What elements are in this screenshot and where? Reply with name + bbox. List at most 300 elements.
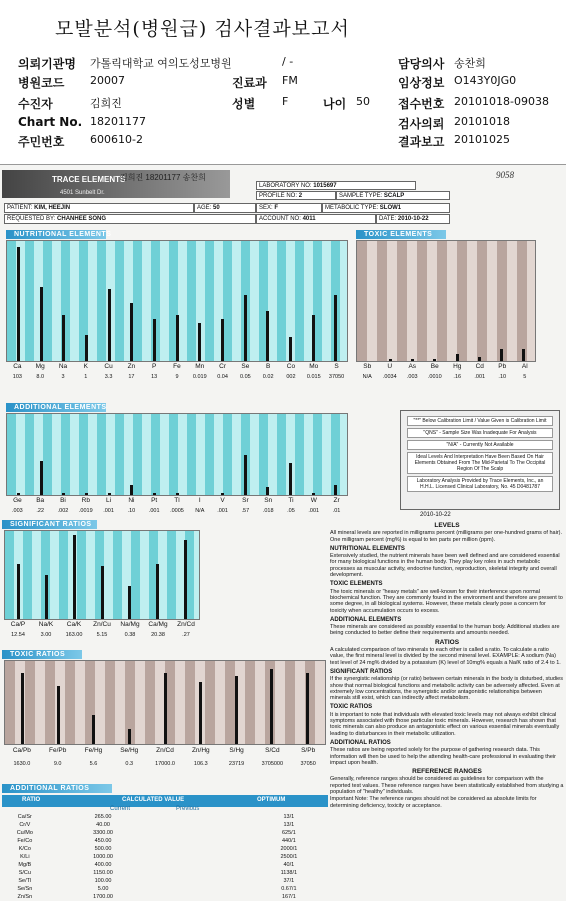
nutritional-value: 1 xyxy=(84,374,88,380)
additional-value: .01 xyxy=(332,508,341,514)
explain-text: If the synergistic relationship (or ratio) between certain minerals in the body is disturbed, studies show that normal biological functions and metabolic activity can be adversely affected. Even at extremely low concentrations, the synergistic and/or antagonistic relationships between minerals still exist, which can indirectly affect metabolism. xyxy=(330,676,563,702)
explain-text: These ratios are being reported solely for the purpose of gathering research data. This information will then be used to help the attending health-care professional in evaluating their impact upon health. xyxy=(330,747,556,766)
value-report-date: 20101025 xyxy=(454,133,510,146)
toxic-bar-pb xyxy=(500,349,503,361)
additional-bar-sn xyxy=(266,487,269,495)
tox_ratios-value: 17000.0 xyxy=(155,761,175,767)
explain-heading: NUTRITIONAL ELEMENTS xyxy=(330,545,405,552)
explain-heading: TOXIC ELEMENTS xyxy=(330,581,383,588)
sig_ratios-value: 12.54 xyxy=(11,632,25,638)
toxic-label: As xyxy=(408,363,417,370)
tox_ratios-bar-s-cd xyxy=(270,669,273,744)
value-doctor: 송찬희 xyxy=(454,57,486,70)
tox_ratios-bar-zn-cd xyxy=(164,673,167,744)
nutritional-label: Mn xyxy=(195,363,205,370)
ratio-cell xyxy=(158,837,249,845)
additional-label: Sr xyxy=(242,497,249,504)
ratio-row xyxy=(2,829,328,837)
nutritional-label: Mg xyxy=(35,363,45,370)
nutritional-value: 0.015 xyxy=(306,374,321,380)
ratio-cell: 40.00 xyxy=(96,822,110,828)
nutritional-value: 9 xyxy=(175,374,179,380)
ratio-cell: 0.67/1 xyxy=(281,886,297,892)
additional-bar-zr xyxy=(334,485,337,495)
nutritional-value: 103 xyxy=(12,374,22,380)
ratio-cell: 265.00 xyxy=(94,814,112,820)
ratio-cell: Ca/Sr xyxy=(17,814,32,820)
toxic-ratios-values xyxy=(4,761,326,767)
ratio-row xyxy=(2,877,328,885)
ratio-cell xyxy=(158,821,249,829)
sig_ratios-bar-ca-p xyxy=(17,564,20,619)
ratio-cell: 167/1 xyxy=(281,894,296,900)
nutritional-value: 0.04 xyxy=(217,374,228,380)
nutritional-bar-ca xyxy=(17,247,20,361)
sig_ratios-bar-zn-cd xyxy=(184,540,187,619)
note-na: "N/A" - Currently Not Available xyxy=(407,440,553,450)
additional-label: Rb xyxy=(81,497,90,504)
ratio-cell xyxy=(158,893,249,901)
tox_ratios-value: 9.0 xyxy=(53,761,62,767)
ratio-cell: 40/1 xyxy=(283,862,295,868)
ratio-row xyxy=(2,869,328,877)
additional-bar-w xyxy=(312,493,315,495)
explain-heading: TOXIC RATIOS xyxy=(330,704,373,711)
value-institution-suffix: / - xyxy=(282,55,294,68)
ratio-row xyxy=(2,893,328,901)
sig_ratios-bar-na-k xyxy=(45,575,48,619)
ratio-cell: 1150.00 xyxy=(93,870,113,876)
tox_ratios-bar-ca-pb xyxy=(21,673,24,744)
additional-bar-tl xyxy=(176,493,179,495)
additional-label: I xyxy=(198,497,201,504)
toxic-value: .16 xyxy=(453,374,462,380)
additional-label: Ge xyxy=(13,497,22,504)
ratio-cell: 625/1 xyxy=(281,830,296,836)
nutritional-labels xyxy=(6,363,348,370)
ratio-cell: 400.00 xyxy=(94,862,112,868)
tox_ratios-label: S/Pb xyxy=(301,747,316,754)
account-field: ACCOUNT NO: 4011 xyxy=(256,214,376,224)
toxic-chart xyxy=(356,240,536,362)
sig_ratios-bar-ca-k xyxy=(73,535,76,619)
value-sex: F xyxy=(282,95,289,108)
label-request-date: 검사의뢰 xyxy=(398,117,445,131)
toxic-label: Be xyxy=(430,363,439,370)
value-institution: 가톨릭대학교 여의도성모병원 xyxy=(90,57,232,70)
sig_ratios-value: 5.15 xyxy=(96,632,108,638)
nutritional-bar-s xyxy=(334,295,337,361)
additional-value: .001 xyxy=(148,508,160,514)
sig_ratios-value: 163.00 xyxy=(65,632,83,638)
legend-note-box xyxy=(400,410,560,510)
sig_ratios-bar-zn-cu xyxy=(101,566,104,619)
ratio-cell: 450.00 xyxy=(94,838,112,844)
ratio-cell: 500.00 xyxy=(94,846,112,852)
sig_ratios-label: Na/Mg xyxy=(120,621,140,628)
tox_ratios-bar-fe-pb xyxy=(57,686,60,744)
nutritional-label: Se xyxy=(241,363,250,370)
additional-bar-v xyxy=(221,493,224,495)
value-resident-no: 600610-2 xyxy=(90,133,143,146)
nutritional-label: P xyxy=(152,363,157,370)
sex-field: SEX: F xyxy=(256,203,322,213)
explain-text: These minerals are considered as possibly essential to the human body. Additional studies are being conducted to better define their requirements and amounts needed. xyxy=(330,624,560,637)
sig_ratios-bar-na-mg xyxy=(128,586,131,619)
sig_ratios-label: Ca/Mg xyxy=(148,621,168,628)
additional-label: Bi xyxy=(60,497,66,504)
toxic-label: Pb xyxy=(498,363,507,370)
significant-ratios-values xyxy=(4,632,200,638)
ratio-cell xyxy=(158,877,249,885)
label-patient: 수진자 xyxy=(18,97,53,111)
nutritional-value: 0.019 xyxy=(192,374,207,380)
explain-text: Important Note: The reference ranges should not be considered as absolute limits for determining deficiency, toxicity or acceptance. xyxy=(330,796,537,809)
nutritional-value: 3.3 xyxy=(104,374,113,380)
toxic-bar-as xyxy=(411,359,414,361)
sig_ratios-label: Na/K xyxy=(38,621,54,628)
significant-ratios-labels xyxy=(4,621,200,628)
toxic-ratios-labels xyxy=(4,747,326,754)
nutritional-label: Cu xyxy=(104,363,113,370)
profile-field: PROFILE NO: 2 xyxy=(256,191,336,200)
nutritional-label: Zn xyxy=(127,363,136,370)
tox_ratios-value: 23719 xyxy=(228,761,245,767)
explain-text: It is important to note that individuals with elevated toxic levels may not always exhibit clinical symptoms associated with those particular toxic minerals. However, research has shown that toxic minerals can also produce an antagonistic effect on various essential minerals eventually leading to disturbances in their metabolic utilization. xyxy=(330,711,560,737)
tox_ratios-bar-s-pb xyxy=(306,673,309,744)
label-resident-no: 주민번호 xyxy=(18,135,65,149)
note-date: 2010-10-22 xyxy=(420,512,451,518)
nutritional-value: 37050 xyxy=(328,374,345,380)
additional-value: .018 xyxy=(262,508,274,514)
toxic-label: Hg xyxy=(453,363,462,370)
label-receipt-no: 접수번호 xyxy=(398,97,445,111)
additional-values xyxy=(6,508,348,514)
ratio-cell: Se/Sn xyxy=(17,886,33,892)
tox_ratios-bar-s-hg xyxy=(235,676,238,744)
nutritional-value: 13 xyxy=(151,374,158,380)
section-additional-ratios: ADDITIONAL RATIOS xyxy=(2,784,112,793)
nutritional-value: 8.0 xyxy=(36,374,45,380)
additional-value: .001 xyxy=(308,508,320,514)
stamp-number: 9058 xyxy=(496,170,514,180)
explanation-column xyxy=(330,520,564,809)
nutritional-value: 0.05 xyxy=(240,374,251,380)
significant-ratios-chart xyxy=(4,530,200,620)
explain-text: All mineral levels are reported in milligrams percent (milligrams per one-hundred grams of hair). One milligram percent (mg%) is equal to ten parts per million (ppm). xyxy=(330,530,563,543)
additional-ratios-table xyxy=(2,813,328,901)
additional-label: Ni xyxy=(128,497,135,504)
label-chart-no: Chart No. xyxy=(18,115,83,129)
sig_ratios-label: Zn/Cd xyxy=(177,621,195,628)
label-institution: 의뢰기관명 xyxy=(18,57,76,71)
sig_ratios-value: 0.38 xyxy=(124,632,136,638)
additional-value: .001 xyxy=(217,508,228,514)
tox_ratios-bar-fe-hg xyxy=(92,715,95,744)
additional-label: Zr xyxy=(333,497,340,504)
ratio-cell: 1700.00 xyxy=(93,894,113,900)
additional-value: .0005 xyxy=(170,508,184,514)
tox_ratios-bar-se-hg xyxy=(128,729,131,744)
nutritional-label: Ca xyxy=(13,363,22,370)
ratio-row xyxy=(2,861,328,869)
nutritional-bar-zn xyxy=(130,303,133,361)
explain-text: Generally, reference ranges should be considered as guidelines for comparison with the reported test values. These reference ranges have been statistically established from studying a population of "healthy" individuals. xyxy=(330,776,564,795)
section-toxic-ratios: TOXIC RATIOS xyxy=(2,650,82,659)
additional-bar-ge xyxy=(17,493,20,495)
nutritional-label: Fe xyxy=(173,363,181,370)
explain-heading: SIGNIFICANT RATIOS xyxy=(330,668,393,675)
additional-value: .002 xyxy=(57,508,69,514)
additional-label: Li xyxy=(106,497,112,504)
toxic-value: .003 xyxy=(406,374,418,380)
additional-bar-ti xyxy=(289,463,292,495)
ratio-cell: 5.00 xyxy=(97,886,109,892)
nutritional-bar-b xyxy=(266,311,269,361)
value-age: 50 xyxy=(356,95,370,108)
toxic-bar-u xyxy=(389,359,392,361)
explain-heading: LEVELS xyxy=(434,522,460,529)
requested-by-field: REQUESTED BY: CHANHEE SONG xyxy=(4,214,256,224)
toxic-values xyxy=(356,374,536,380)
nutritional-label: Mo xyxy=(309,363,319,370)
toxic-labels xyxy=(356,363,536,370)
explain-heading: RATIOS xyxy=(434,638,460,646)
sig_ratios-value: 3.00 xyxy=(40,632,52,638)
toxic-bar-al xyxy=(522,349,525,361)
additional-bar-bi xyxy=(62,493,65,495)
toxic-bar-hg xyxy=(456,354,459,361)
additional-bar-ni xyxy=(130,485,133,495)
additional-label: Ba xyxy=(36,497,45,504)
additional-value: .22 xyxy=(36,508,45,514)
tox_ratios-label: S/Hg xyxy=(229,747,244,754)
nutritional-values xyxy=(6,374,348,380)
label-hospital-code: 병원코드 xyxy=(18,76,65,90)
lab-logo: TRACE ELEMENTS xyxy=(2,170,230,198)
label-report-date: 결과보고 xyxy=(398,135,445,149)
nutritional-bar-k xyxy=(85,335,88,361)
tox_ratios-value: 0.3 xyxy=(125,761,134,767)
ratio-cell xyxy=(158,869,249,877)
explain-text: A calculated comparison of two minerals to each other is called a ratio. To calculate a ratio value, the first mineral level is divided by the second mineral level. EXAMPLE: A sodium (Na) test level of 24 mg% divided by a potassium (K) level of 10mg% equals a Na/K ratio of 2.4 to 1. xyxy=(330,647,561,666)
section-toxic: TOXIC ELEMENTS xyxy=(356,230,446,239)
ratio-cell: Cu/Mo xyxy=(16,830,33,836)
additional-value: N/A xyxy=(195,508,205,514)
ratio-cell xyxy=(158,829,249,837)
additional-label: Ti xyxy=(288,497,294,504)
additional-value: .57 xyxy=(241,508,250,514)
label-doctor: 담당의사 xyxy=(398,57,445,71)
nutritional-value: 0.02 xyxy=(262,374,274,380)
ratio-cell: Mg/B xyxy=(18,862,32,868)
handwritten-note: 김희진 18201177 송찬희 xyxy=(120,173,206,182)
additional-value: .001 xyxy=(103,508,114,514)
header-current: Current xyxy=(110,806,131,812)
lab-no-field: LABORATORY NO: 1015697 xyxy=(256,181,416,190)
nutritional-bar-p xyxy=(153,319,156,361)
date-field: DATE: 2010-10-22 xyxy=(376,214,450,224)
report-title: 모발분석(병원급) 검사결과보고서 xyxy=(55,18,350,40)
ratio-cell xyxy=(158,813,249,821)
label-clinical-info: 임상정보 xyxy=(398,76,445,90)
ratio-cell: 13/1 xyxy=(283,814,295,820)
sample-type-field: SAMPLE TYPE: SCALP xyxy=(336,191,450,200)
additional-bar-sr xyxy=(244,455,247,496)
ratio-row xyxy=(2,853,328,861)
additional-value: .0019 xyxy=(78,508,93,514)
ratio-cell: 2000/1 xyxy=(280,846,298,852)
tox_ratios-bar-zn-hg xyxy=(199,682,202,744)
section-significant-ratios: SIGNIFICANT RATIOS xyxy=(2,520,97,529)
additional-chart xyxy=(6,413,348,496)
ratio-cell: 2500/1 xyxy=(280,854,298,860)
value-receipt-no: 20101018-09038 xyxy=(454,95,549,108)
ratio-row xyxy=(2,837,328,845)
nutritional-label: Na xyxy=(58,363,68,370)
note-interpretation: Ideal Levels And Interpretation Have Been Based On Hair Elements Obtained From The Mid-Parietal To The Occipital Region Of The Scalp xyxy=(407,452,553,474)
toxic-value: .0010 xyxy=(427,374,442,380)
nutritional-bar-se xyxy=(244,295,247,361)
note-below-limit: "**" Below Calibration Limit / Value Given is Calibration Limit xyxy=(407,416,553,426)
ratio-cell xyxy=(158,845,249,853)
note-laboratory: Laboratory Analysis Provided by Trace Elements, Inc., an H.H.L. Licensed Clinical Laboratory, No. 45 D0481787 xyxy=(407,476,553,492)
ratio-cell xyxy=(158,885,249,893)
ratio-cell: Cr/V xyxy=(19,822,31,828)
additional-label: W xyxy=(310,497,317,504)
additional-value: .10 xyxy=(127,508,136,514)
nutritional-bar-cr xyxy=(221,319,224,361)
explain-text: The toxic minerals or "heavy metals" are well-known for their interference upon normal biochemical function. They are commonly found in the environment and therefore are present to some degree, in all biological systems. However, these metals clearly pose a concern for toxicity when accumulation occurs to excess. xyxy=(330,588,563,614)
additional-bar-rb xyxy=(85,493,88,495)
label-sex: 성별 xyxy=(232,97,256,111)
nutritional-bar-mg xyxy=(40,287,43,361)
additional-labels xyxy=(6,497,348,504)
ratio-cell: Zn/Sn xyxy=(17,894,33,900)
ratio-cell: Fe/Co xyxy=(17,838,33,844)
nutritional-bar-cu xyxy=(108,289,111,361)
toxic-bar-be xyxy=(433,359,436,361)
ratio-cell: 1000.00 xyxy=(93,854,113,860)
toxic-label: U xyxy=(387,363,393,370)
ratio-row xyxy=(2,813,328,821)
ratio-cell: K/Co xyxy=(18,846,31,852)
additional-bar-pt xyxy=(153,493,156,495)
header-previous: Previous xyxy=(176,806,200,812)
value-request-date: 20101018 xyxy=(454,115,510,128)
tox_ratios-label: Fe/Pb xyxy=(49,747,67,754)
toxic-value: .0034 xyxy=(382,374,397,380)
value-chart-no: 18201177 xyxy=(90,115,146,128)
tox_ratios-value: 3705000 xyxy=(261,761,284,767)
nutritional-bar-fe xyxy=(176,315,179,361)
ratio-cell: 37/1 xyxy=(283,878,295,884)
age-field: AGE: 50 xyxy=(194,203,256,213)
toxic-value: .001 xyxy=(474,374,486,380)
nutritional-label: Cr xyxy=(219,363,226,370)
additional-bar-ba xyxy=(40,461,43,495)
tox_ratios-value: 1630.0 xyxy=(13,761,31,767)
tox_ratios-label: S/Cd xyxy=(265,747,280,754)
toxic-label: Cd xyxy=(475,363,484,370)
tox_ratios-label: Se/Hg xyxy=(120,747,139,754)
ratio-row xyxy=(2,845,328,853)
label-age: 나이 xyxy=(323,97,347,111)
tox_ratios-label: Zn/Hg xyxy=(191,747,210,754)
value-hospital-code: 20007 xyxy=(90,74,125,87)
ratio-cell: Se/Tl xyxy=(18,878,32,884)
tox_ratios-value: 106.3 xyxy=(193,761,208,767)
section-additional: ADDITIONAL ELEMENTS xyxy=(6,403,106,412)
section-nutritional: NUTRITIONAL ELEMENTS xyxy=(6,230,106,239)
sig_ratios-value: 20.38 xyxy=(151,632,165,638)
sig_ratios-label: Ca/K xyxy=(66,621,82,628)
additional-ratios-header: RATIO CALCULATED VALUE OPTIMUM xyxy=(2,795,328,807)
additional-label: Tl xyxy=(174,497,180,504)
nutritional-label: S xyxy=(334,363,339,370)
lab-address: 4501 Sunbelt Dr. xyxy=(60,190,105,196)
tox_ratios-label: Zn/Cd xyxy=(156,747,174,754)
ratio-cell: K/Li xyxy=(20,854,30,860)
explain-text: Extensively studied, the nutrient minerals have been well defined and are considered essential for many biological functions in the human body. They play key roles in such metabolic processes as muscular activity, endocrine function, reproduction, skeletal integrity and overall development. xyxy=(330,553,560,579)
additional-label: V xyxy=(220,497,225,504)
nutritional-chart xyxy=(6,240,348,362)
ratio-cell xyxy=(158,861,249,869)
tox_ratios-value: 37050 xyxy=(300,761,316,767)
sig_ratios-value: .27 xyxy=(182,632,190,638)
note-qns: "QNS" - Sample Size Was Inadequate For Analysis xyxy=(407,428,553,438)
sig_ratios-bar-ca-mg xyxy=(156,564,159,619)
ratio-cell: 1138/1 xyxy=(280,870,298,876)
additional-value: .05 xyxy=(287,508,295,514)
nutritional-bar-mo xyxy=(312,315,315,361)
sig_ratios-label: Ca/P xyxy=(10,621,26,628)
tox_ratios-value: 5.6 xyxy=(89,761,98,767)
patient-field: PATIENT: KIM, HEEJIN xyxy=(4,203,194,213)
nutritional-value: 17 xyxy=(128,374,135,380)
toxic-bar-cd xyxy=(478,357,481,361)
tox_ratios-label: Fe/Hg xyxy=(84,747,103,754)
toxic-value: .10 xyxy=(498,374,507,380)
nutritional-label: B xyxy=(265,363,271,370)
toxic-value: 5 xyxy=(523,374,527,380)
value-patient: 김희진 xyxy=(90,97,122,110)
ratio-cell: 440/1 xyxy=(281,838,296,844)
toxic-value: N/A xyxy=(362,374,372,380)
ratio-cell: 13/1 xyxy=(283,822,295,828)
toxic-label: Al xyxy=(521,363,528,370)
explain-heading: ADDITIONAL ELEMENTS xyxy=(330,616,402,623)
nutritional-bar-na xyxy=(62,315,65,361)
ratio-row xyxy=(2,885,328,893)
additional-value: .003 xyxy=(12,508,23,514)
explain-heading: ADDITIONAL RATIOS xyxy=(330,739,391,746)
ratio-cell xyxy=(158,853,249,861)
ratio-cell: 3300.00 xyxy=(93,830,113,836)
ratio-cell: S/Cu xyxy=(18,870,31,876)
nutritional-label: K xyxy=(83,363,88,370)
nutritional-bar-mn xyxy=(198,323,201,361)
nutritional-value: 3 xyxy=(61,374,65,380)
explain-heading: REFERENCE RANGES xyxy=(412,768,482,776)
label-department: 진료과 xyxy=(232,76,267,90)
nutritional-label: Co xyxy=(286,363,296,370)
value-department: FM xyxy=(282,74,298,87)
sig_ratios-label: Zn/Cu xyxy=(93,621,111,628)
nutritional-bar-co xyxy=(289,337,292,361)
additional-bar-li xyxy=(108,493,111,495)
tox_ratios-label: Ca/Pb xyxy=(12,747,31,754)
